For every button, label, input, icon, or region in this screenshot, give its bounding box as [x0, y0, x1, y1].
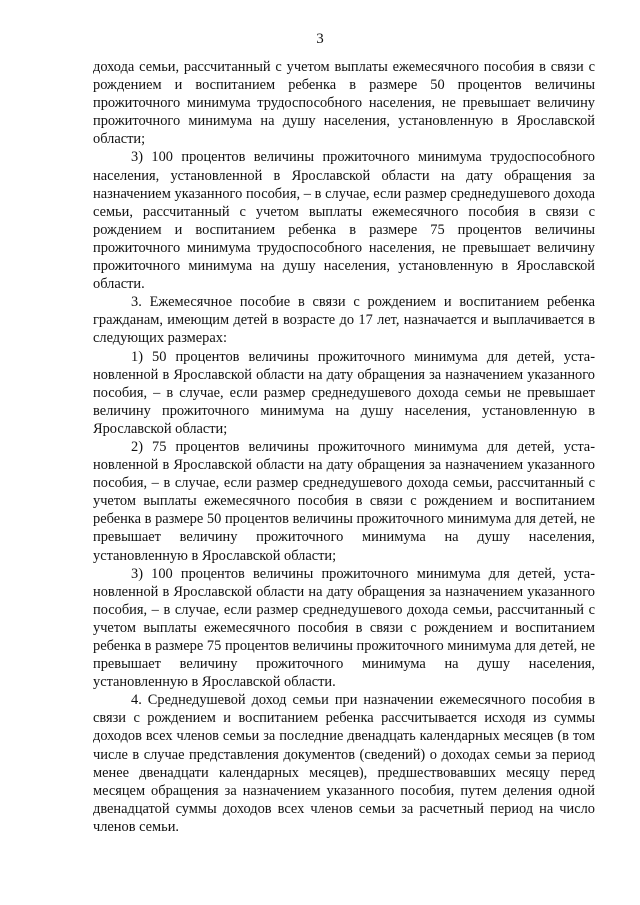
- page-number: 3: [316, 31, 324, 47]
- paragraph-section-3: 3. Ежемесячное пособие в связи с рождением и воспитанием ребенка гражданам, имеющим детей в возрасте до 17 лет, назначается и выплачивается в следующих размерах:: [93, 294, 595, 347]
- paragraph-section-4: 4. Среднедушевой доход семьи при назначении ежемесячного пособия в связи с рождением и воспитанием ребенка рассчитывается исходя из суммы доходов всех членов семьи за последние двенадцать календарных месяцев (в том числе в случае представления документов (сведений) о доходах семьи за период менее двенадцати календарных месяцев), предшествовавших месяцу перед месяцем обращения за назначением указанного пособия, путем деления одной двенадцатой суммы доходов всех членов семьи за расчетный период на число членов семьи.: [93, 692, 595, 835]
- paragraph-item-2-3: 3) 100 процентов величины прожиточного минимума трудоспособного населения, установленной в Ярославской области на дату обращения за назначением указанного пособия, – в случае, если размер среднедушевого дохода семьи, рассчитанный с учетом выплаты ежемесячного пособия в связи с рождением и воспитанием ребенка в размере 75 процентов величины прожиточного минимума трудоспособного населения, не превышает величину прожиточного минимума на душу населения, установленную в Ярославской области.: [93, 149, 595, 293]
- paragraph-item-3-3: 3) 100 процентов величины прожиточного минимума для детей, установленной в Ярославской области на дату обращения за назначением указанного пособия, – в случае, если размер среднедушевого дохода семьи, рассчитанный с учетом выплаты ежемесячного пособия в связи с рождением и воспитанием ребенка в размере 75 процентов величины прожиточного минимума для детей, не превышает величину прожиточного минимума на душу населения, установленную в Ярославской области.: [93, 565, 595, 691]
- paragraph-continuation: дохода семьи, рассчитанный с учетом выплаты ежемесячного пособия в связи с рождением и воспитанием ребенка в размере 50 процентов величины прожиточного минимума трудоспособного населения, не превышает величину прожиточного минимума на душу населения, установленную в Ярославской области;: [93, 59, 595, 148]
- paragraph-item-3-1: 1) 50 процентов величины прожиточного минимума для детей, установленной в Ярославской области на дату обращения за назначением указанного пособия, – в случае, если размер среднедушевого дохода семьи не превышает величину прожиточного минимума на душу населения, установленную в Ярославской области;: [93, 348, 595, 437]
- document-body: [93, 58, 595, 836]
- paragraph-item-3-2: 2) 75 процентов величины прожиточного минимума для детей, установленной в Ярославской области на дату обращения за назначением указанного пособия, – в случае, если размер среднедушевого дохода семьи, рассчитанный с учетом выплаты ежемесячного пособия в связи с рождением и воспитанием ребенка в размере 50 процентов величины прожиточного минимума для детей, не превышает величину прожиточного минимума на душу населения, установленную в Ярославской области;: [93, 438, 595, 564]
